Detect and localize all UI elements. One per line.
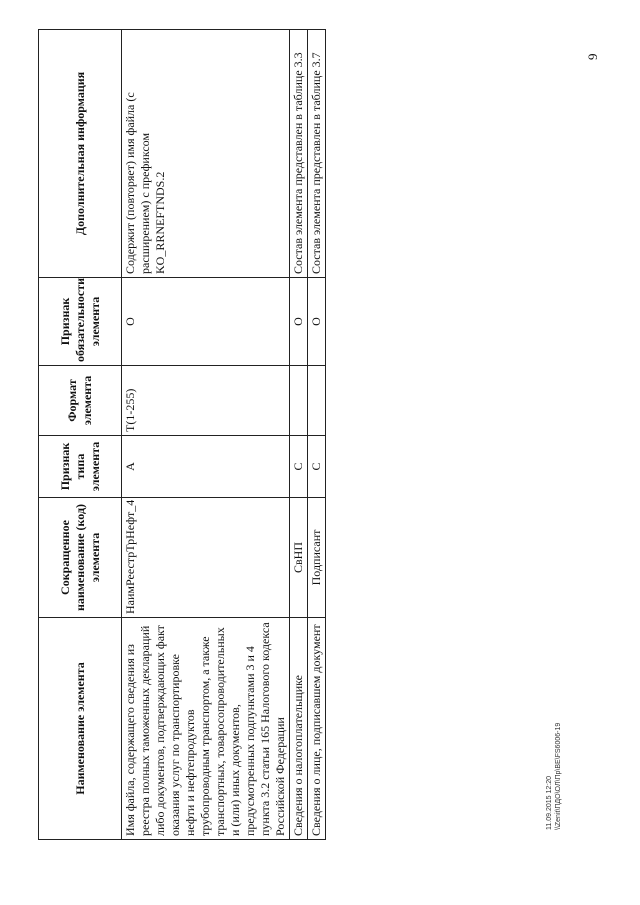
cell-type: А <box>122 436 290 498</box>
table-row <box>308 30 326 840</box>
cell-format <box>308 366 326 436</box>
page-number: 9 <box>585 53 600 60</box>
print-stamp <box>545 723 563 830</box>
cell-type: С <box>290 436 308 498</box>
cell-format <box>290 366 308 436</box>
table-row <box>122 30 290 840</box>
table-header-row <box>39 30 122 840</box>
cell-type: С <box>308 436 326 498</box>
header-element-format: Формат элемента <box>39 366 122 436</box>
cell-required: О <box>290 278 308 366</box>
stamp-path: \\Zenit\ПДО\ОЛ\Пр\ВЕ\FS6006-19 <box>555 722 562 830</box>
cell-code: СвНП <box>290 498 308 618</box>
header-additional-info: Дополнительная информация <box>39 30 122 278</box>
cell-required: О <box>122 278 290 366</box>
cell-info: Содержит (повторяет) имя файла (с расширением) с префиксом KO_RRNEFTNDS.2 <box>122 30 290 278</box>
cell-info: Состав элемента представлен в таблице 3.7 <box>308 30 326 278</box>
header-element-type: Признак типа элемента <box>39 436 122 498</box>
rotated-page <box>0 30 600 890</box>
header-element-name: Наименование элемента <box>39 618 122 840</box>
cell-code: Подписант <box>308 498 326 618</box>
cell-required: О <box>308 278 326 366</box>
cell-name: Имя файла, содержащего сведения из реестра полных таможенных деклараций либо документов, подтверждающих факт оказания услуг по транспортировке нефти и нефтепродуктов трубопроводным транспортом, а также транспортных, товаросопроводительных и (или) иных документов, предусмотренных подпунктами 3 и 4 пункта 3.2 статьи 165 Налогового кодекса Российской Федерации <box>122 618 290 840</box>
stamp-date: 11.09.2015 12:20 <box>546 776 553 830</box>
table-row <box>290 30 308 840</box>
cell-code: НаимРеестрТрНефт_4 <box>122 498 290 618</box>
header-element-code: Сокращенное наименование (код) элемента <box>39 498 122 618</box>
header-element-required: Признак обязательности элемента <box>39 278 122 366</box>
cell-name: Сведения о лице, подписавшем документ <box>308 618 326 840</box>
element-spec-table <box>38 29 326 840</box>
cell-name: Сведения о налогоплательщике <box>290 618 308 840</box>
cell-format: T(1-255) <box>122 366 290 436</box>
cell-info: Состав элемента представлен в таблице 3.3 <box>290 30 308 278</box>
